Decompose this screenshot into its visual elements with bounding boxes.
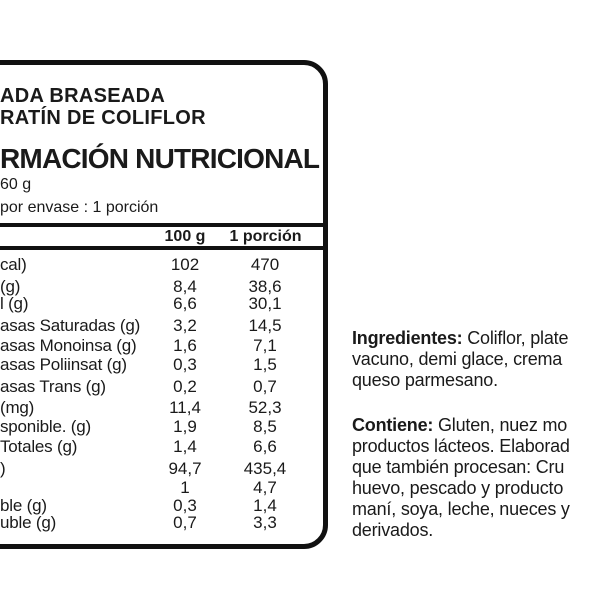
ingredients-line-3: queso parmesano. xyxy=(352,370,498,390)
allergens-line-5: maní, soya, leche, nueces y xyxy=(352,499,570,519)
row-label: asas Monoinsa (g) xyxy=(0,336,137,355)
row-label: cal) xyxy=(0,255,27,274)
row-label: (g) xyxy=(0,277,21,296)
servings-per-container-line: por envase : 1 porción xyxy=(0,199,159,216)
row-value-100g: 1,4 xyxy=(173,437,197,456)
row-value-portion: 7,1 xyxy=(253,336,277,355)
nutrition-row-total-sugars xyxy=(0,437,330,457)
nutrition-row-monounsaturated-fat xyxy=(0,336,330,356)
nutrition-row-energy xyxy=(0,255,330,275)
nutrition-row-total-fat xyxy=(0,294,330,314)
allergens-paragraph xyxy=(352,415,600,541)
row-value-100g: 0,3 xyxy=(173,355,197,374)
nutrition-row-available-carbs xyxy=(0,417,330,437)
row-value-100g: 3,2 xyxy=(173,316,197,335)
table-header-rule-bottom xyxy=(0,246,323,250)
portion-size-line: 60 g xyxy=(0,176,32,193)
row-label: asas Trans (g) xyxy=(0,377,106,396)
row-value-100g: 0,7 xyxy=(173,513,197,532)
row-value-100g: 102 xyxy=(170,255,200,274)
row-value-portion: 4,7 xyxy=(253,478,277,497)
row-value-portion: 6,6 xyxy=(253,437,277,456)
row-value-100g: 11,4 xyxy=(169,398,201,417)
ingredients-line-1-text: Coliflor, plate xyxy=(462,328,569,348)
row-label: asas Saturadas (g) xyxy=(0,316,141,335)
allergens-line-1-text: Gluten, nuez mo xyxy=(433,415,568,435)
row-value-portion: 30,1 xyxy=(248,294,282,313)
allergens-line-2: productos lácteos. Elaborad xyxy=(352,436,570,456)
nutrition-row-insoluble-fiber xyxy=(0,513,330,533)
row-label: ) xyxy=(0,459,6,478)
nutrition-row-unlabeled xyxy=(0,478,330,498)
row-value-100g: 1,9 xyxy=(173,417,197,436)
row-value-portion: 8,5 xyxy=(253,417,277,436)
row-label: Totales (g) xyxy=(0,437,78,456)
row-value-portion: 0,7 xyxy=(253,377,277,396)
ingredients-paragraph xyxy=(352,328,600,391)
product-title-line-2: RATÍN DE COLIFLOR xyxy=(0,107,206,129)
allergens-line-4: huevo, pescado y producto xyxy=(352,478,564,498)
row-value-100g: 94,7 xyxy=(168,459,202,478)
row-value-100g: 0,3 xyxy=(173,496,197,515)
row-label: uble (g) xyxy=(0,513,57,532)
row-value-100g: 6,6 xyxy=(173,294,197,313)
row-value-portion: 52,3 xyxy=(248,398,282,417)
allergens-lead: Contiene: xyxy=(352,415,434,435)
product-title-line-1: ADA BRASEADA xyxy=(0,85,166,107)
row-label: l (g) xyxy=(0,294,29,313)
row-label: ble (g) xyxy=(0,496,47,515)
row-label: asas Poliinsat (g) xyxy=(0,355,127,374)
row-value-100g: 8,4 xyxy=(173,277,197,296)
row-value-100g: 0,2 xyxy=(173,377,197,396)
ingredients-lead: Ingredientes: xyxy=(352,328,463,348)
table-header-rule-top xyxy=(0,223,323,227)
nutrition-row-polyunsaturated-fat xyxy=(0,355,330,375)
row-value-100g: 1,6 xyxy=(173,336,197,355)
row-value-portion: 3,3 xyxy=(253,513,277,532)
column-header-100g: 100 g xyxy=(164,228,206,245)
section-title-informacion-nutricional: RMACIÓN NUTRICIONAL xyxy=(0,143,320,174)
row-value-100g: 1 xyxy=(180,478,190,497)
row-value-portion: 14,5 xyxy=(248,316,282,335)
nutrition-row-cholesterol xyxy=(0,398,330,418)
row-label: (mg) xyxy=(0,398,35,417)
allergens-line-6: derivados. xyxy=(352,520,434,540)
column-header-1-porcion: 1 porción xyxy=(229,228,302,245)
row-value-portion: 1,5 xyxy=(253,355,277,374)
ingredients-line-1 xyxy=(352,328,600,349)
ingredients-line-2: vacuno, demi glace, crema xyxy=(352,349,563,369)
nutrition-row-saturated-fat xyxy=(0,316,330,336)
row-value-portion: 470 xyxy=(250,255,280,274)
allergens-line-3: que también procesan: Cru xyxy=(352,457,565,477)
nutrition-row-trans-fat xyxy=(0,377,330,397)
nutrition-row-sodium xyxy=(0,459,330,479)
row-value-portion: 1,4 xyxy=(253,496,277,515)
row-value-portion: 38,6 xyxy=(248,277,282,296)
row-value-portion: 435,4 xyxy=(243,459,287,478)
row-label: sponible. (g) xyxy=(0,417,91,436)
allergens-line-1 xyxy=(352,415,600,436)
